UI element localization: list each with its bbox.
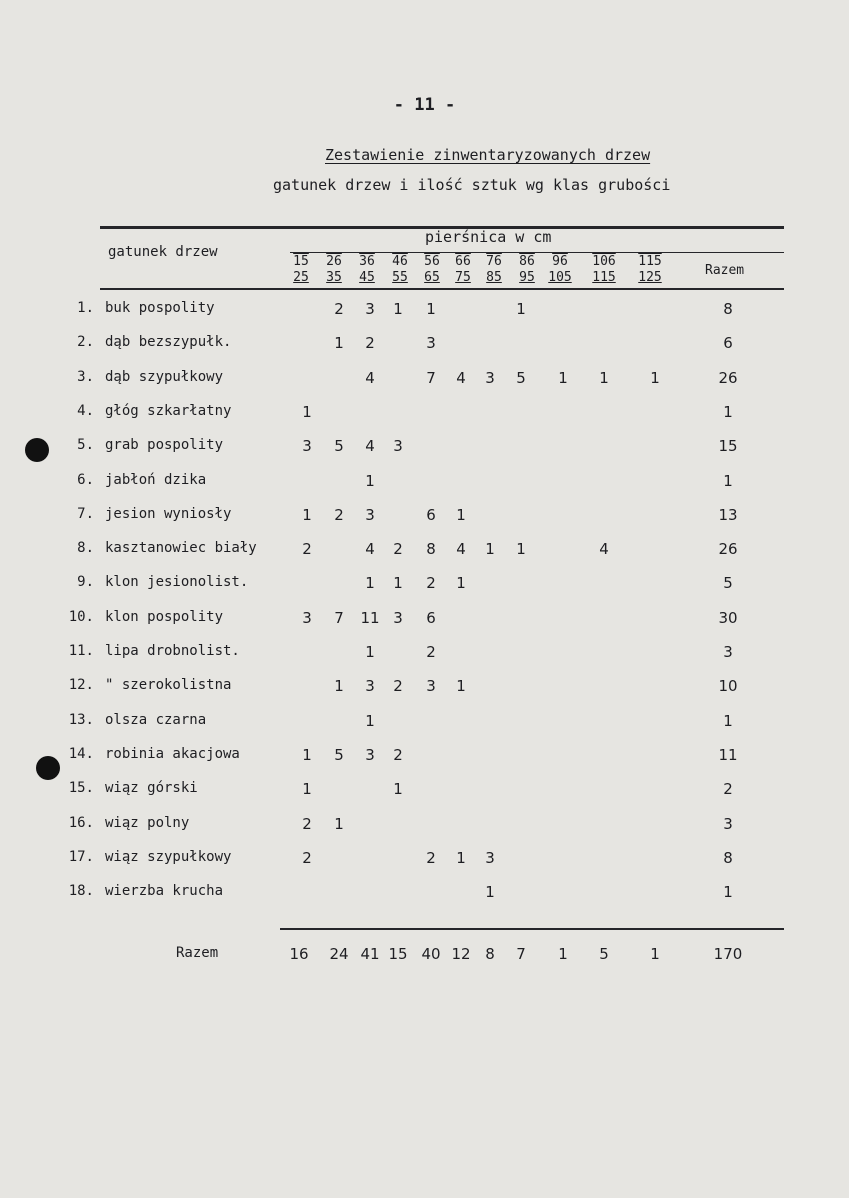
count-cell: 7 [334,608,344,627]
species-name: wierzba krucha [105,883,224,900]
diameter-range-header [540,254,580,286]
table-row [0,712,849,738]
summary-cell: 1 [558,945,568,963]
range-upper-bound: 85 [486,270,502,285]
row-number: 1. [77,300,94,316]
species-name: jabłoń dzika [105,471,207,488]
count-cell: 1 [516,300,526,318]
summary-cell: 15 [388,945,408,963]
range-lower-bound: 46 [392,254,408,269]
table-row [0,403,849,429]
count-cell: 1 [334,677,344,696]
summary-total: 170 [713,945,743,963]
species-name: wiąz szypułkowy [105,848,232,865]
summary-row [0,945,849,971]
punch-hole [36,756,60,780]
count-cell: 1 [456,848,466,867]
table-row [0,334,849,360]
species-name: olsza czarna [105,711,207,728]
count-cell: 4 [365,437,375,456]
range-lower-bound: 36 [359,254,375,269]
count-cell: 11 [360,608,380,627]
table-row [0,780,849,806]
count-cell: 1 [650,368,660,387]
count-cell: 2 [302,848,312,867]
row-number: 18. [68,883,94,900]
summary-label: Razem [176,945,219,961]
count-cell: 2 [334,505,344,524]
species-name: klon pospolity [105,608,224,625]
species-name: dąb szypułkowy [105,368,224,385]
table-row [0,300,849,326]
summary-cell: 41 [360,945,380,963]
count-cell: 3 [426,677,436,696]
table-row [0,815,849,841]
count-cell: 7 [426,368,436,387]
count-cell: 2 [302,540,312,559]
count-cell: 2 [365,334,375,353]
species-name: kasztanowiec biały [105,540,257,557]
table-row [0,643,849,669]
count-cell: 6 [426,505,436,524]
range-upper-bound: 125 [638,270,662,285]
species-name: lipa drobnolist. [105,643,240,659]
row-total: 26 [718,368,738,387]
table-row [0,506,849,532]
table-row [0,437,849,463]
count-cell: 1 [365,643,375,661]
species-name: wiąz polny [105,814,190,831]
count-cell: 5 [334,437,344,456]
count-cell: 1 [456,677,466,696]
count-cell: 2 [393,677,403,696]
row-number: 10. [68,608,94,625]
count-cell: 6 [426,608,436,627]
summary-cell: 8 [485,945,495,963]
count-cell: 2 [393,540,403,559]
summary-cell: 1 [650,945,660,963]
count-cell: 4 [599,540,609,559]
row-number: 6. [77,471,94,488]
range-lower-bound: 106 [592,254,616,269]
table-row [0,849,849,875]
count-cell: 1 [485,540,495,559]
table-row [0,677,849,703]
table-row [0,369,849,395]
count-cell: 3 [365,677,375,696]
header-species: gatunek drzew [108,244,218,260]
document-title: Zestawienie zinwentaryzowanych drzew [325,146,651,164]
row-total: 15 [718,437,738,456]
row-total: 6 [723,334,733,353]
row-total: 8 [723,300,733,318]
range-lower-bound: 86 [519,254,535,269]
count-cell: 4 [365,368,375,387]
count-cell: 3 [426,334,436,353]
range-upper-bound: 95 [519,270,535,285]
count-cell: 3 [485,848,495,867]
table-row [0,746,849,772]
species-name: buk pospolity [105,300,215,316]
range-upper-bound: 75 [455,270,471,285]
header-sub-rule [290,252,784,253]
count-cell: 2 [334,300,344,318]
count-cell: 1 [393,574,403,593]
table-row [0,540,849,566]
species-name: klon jesionolist. [105,574,249,591]
count-cell: 1 [365,711,375,730]
count-cell: 3 [485,368,495,387]
row-total: 8 [723,848,733,867]
diameter-range-header [630,254,670,286]
table-row [0,574,849,600]
row-total: 3 [723,643,733,661]
count-cell: 1 [302,505,312,524]
row-total: 10 [718,677,738,696]
summary-cell: 7 [516,945,526,963]
row-number: 16. [68,814,94,831]
row-total: 1 [723,471,733,490]
diameter-range-header [584,254,624,286]
row-total: 11 [718,745,738,764]
count-cell: 1 [456,505,466,524]
count-cell: 1 [426,300,436,318]
count-cell: 3 [365,745,375,764]
count-cell: 1 [558,368,568,387]
row-number: 5. [77,437,94,454]
count-cell: 1 [302,780,312,799]
row-total: 5 [723,574,733,593]
count-cell: 2 [302,814,312,833]
range-lower-bound: 66 [455,254,471,269]
count-cell: 8 [426,540,436,559]
range-lower-bound: 115 [638,254,662,269]
count-cell: 2 [393,745,403,764]
count-cell: 1 [485,883,495,902]
row-number: 12. [68,677,94,694]
count-cell: 5 [334,745,344,764]
row-number: 9. [77,574,94,591]
species-name: dąb bezszypułk. [105,334,232,351]
range-upper-bound: 55 [392,270,408,285]
species-name: głóg szkarłatny [105,402,232,419]
count-cell: 1 [365,574,375,593]
summary-cell: 12 [451,945,471,963]
punch-hole [25,438,49,462]
count-cell: 1 [302,402,312,421]
table-row [0,609,849,635]
row-number: 8. [77,540,94,557]
page-number: - 11 - [393,95,456,115]
count-cell: 5 [516,368,526,387]
count-cell: 1 [516,540,526,559]
row-number: 7. [77,505,94,522]
count-cell: 1 [393,780,403,799]
count-cell: 3 [365,300,375,318]
row-number: 14. [68,745,94,762]
summary-rule [280,928,784,930]
count-cell: 2 [426,574,436,593]
range-lower-bound: 56 [424,254,440,269]
range-upper-bound: 115 [592,270,616,285]
species-name: robinia akacjowa [105,745,240,762]
range-upper-bound: 35 [326,270,342,285]
range-lower-bound: 96 [552,254,568,269]
row-total: 1 [723,883,733,902]
count-cell: 3 [365,505,375,524]
range-lower-bound: 76 [486,254,502,269]
header-bottom-rule [100,288,784,290]
count-cell: 1 [393,300,403,318]
range-upper-bound: 65 [424,270,440,285]
count-cell: 2 [426,848,436,867]
row-total: 3 [723,814,733,833]
count-cell: 3 [302,437,312,456]
range-lower-bound: 15 [293,254,309,269]
count-cell: 1 [456,574,466,593]
row-number: 11. [68,643,94,659]
range-upper-bound: 25 [293,270,309,285]
count-cell: 1 [334,814,344,833]
summary-cell: 16 [289,945,309,963]
count-cell: 1 [599,368,609,387]
species-name: jesion wyniosły [105,505,232,522]
document-subtitle: gatunek drzew i ilość sztuk wg klas grubości [273,176,671,194]
count-cell: 4 [456,368,466,387]
summary-cell: 40 [421,945,441,963]
row-total: 30 [718,608,738,627]
row-total: 1 [723,711,733,730]
count-cell: 2 [426,643,436,661]
row-total: 26 [718,540,738,559]
species-name: grab pospolity [105,437,224,454]
count-cell: 3 [393,437,403,456]
summary-cell: 5 [599,945,609,963]
row-number: 2. [77,334,94,351]
count-cell: 3 [393,608,403,627]
row-number: 4. [77,402,94,419]
row-number: 13. [68,711,94,728]
table-row [0,472,849,498]
count-cell: 1 [365,471,375,490]
count-cell: 4 [365,540,375,559]
row-total: 2 [723,780,733,799]
count-cell: 1 [302,745,312,764]
summary-cell: 24 [329,945,349,963]
range-upper-bound: 105 [548,270,572,285]
row-total: 13 [718,505,738,524]
row-number: 15. [68,780,94,797]
range-upper-bound: 45 [359,270,375,285]
count-cell: 3 [302,608,312,627]
table-row [0,883,849,909]
row-number: 3. [77,368,94,385]
range-lower-bound: 26 [326,254,342,269]
count-cell: 4 [456,540,466,559]
species-name: wiąz górski [105,780,198,797]
row-total: 1 [723,402,733,421]
header-total: Razem [705,263,745,278]
count-cell: 1 [334,334,344,353]
species-name: " szerokolistna [105,677,232,694]
row-number: 17. [68,848,94,865]
header-diameter-group: pierśnica w cm [425,228,552,246]
